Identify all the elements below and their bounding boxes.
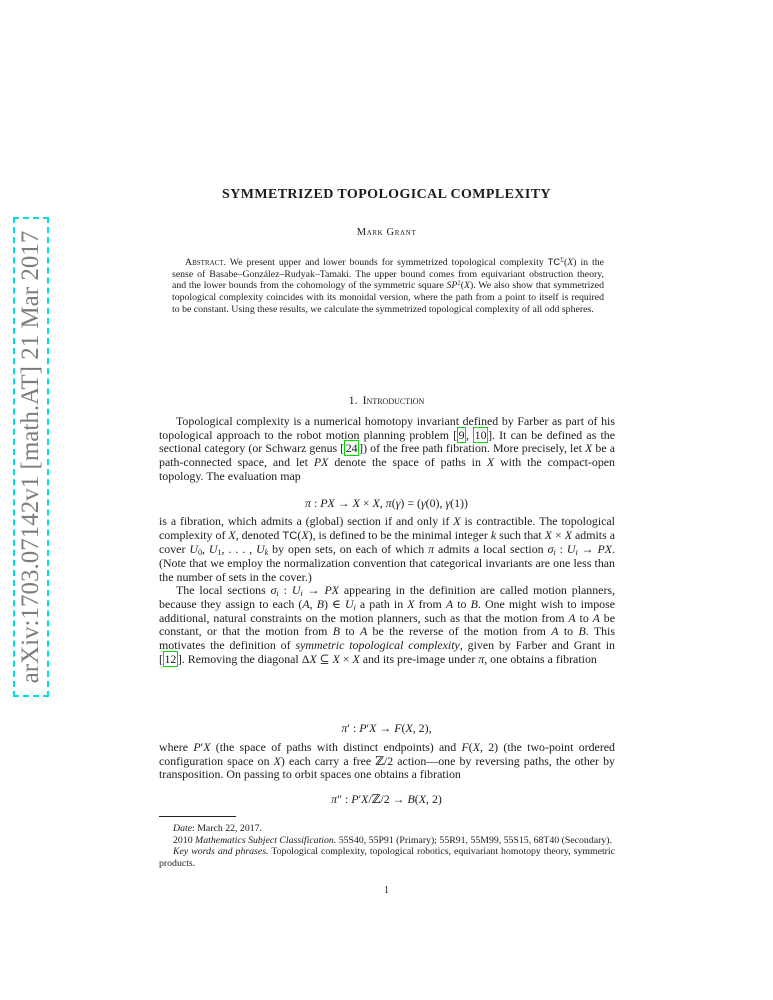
text-run: to: [575, 610, 593, 625]
text-run: U: [189, 542, 198, 557]
text-run: ″ :: [337, 792, 352, 806]
text-run: σ: [547, 542, 554, 557]
text-run: U: [566, 542, 576, 557]
text-run: admits a cover: [159, 527, 615, 557]
text-run: i: [353, 602, 356, 612]
text-run: →: [334, 496, 353, 510]
text-run: (the space of paths with distinct endpoints) and: [210, 740, 462, 754]
text-run: ,: [466, 427, 474, 442]
text-run: X: [372, 496, 380, 510]
text-run: PX: [597, 542, 612, 557]
text-run: X: [352, 496, 360, 510]
text-run: π: [428, 542, 435, 557]
citation-link[interactable]: 24: [345, 441, 358, 456]
paper-title: SYMMETRIZED TOPOLOGICAL COMPLEXITY: [222, 187, 551, 202]
text-run: π: [305, 496, 311, 510]
text-run: ]. Removing the diagonal Δ: [177, 651, 310, 666]
text-run: Mathematics Subject Classification.: [195, 834, 337, 846]
text-run: ]) of the free path fibration. More precisely, let: [359, 441, 586, 456]
text-run: : March 22, 2017.: [192, 823, 262, 834]
text-run: Key words and phrases.: [173, 846, 269, 858]
text-run: γ: [445, 496, 451, 510]
text-run: be a path-connected space, and let: [159, 441, 615, 469]
text-run: such that: [496, 527, 545, 542]
text-run: ) in the sense of Basabe–González–Rudyak–Tamaki. The upper bound comes from equivariant obstruction theory, and the lower bounds from the cohomology of the symmetric square: [172, 257, 604, 292]
text-run: i: [553, 548, 556, 558]
text-run: ′: [200, 740, 204, 754]
text-run: (: [563, 257, 568, 268]
citation-link[interactable]: 9: [458, 427, 465, 442]
text-run: π: [341, 721, 348, 735]
text-run: is contractible. The topological complexity of: [159, 514, 615, 542]
text-run: (: [391, 496, 396, 510]
text-run: F: [394, 721, 402, 735]
text-run: a path in: [355, 596, 408, 611]
text-run: TC: [547, 257, 561, 267]
text-run: B: [332, 624, 340, 639]
text-run: A: [302, 596, 310, 611]
text-run: X: [585, 441, 593, 456]
text-run: i: [300, 589, 303, 599]
text-run: 2: [457, 279, 461, 287]
text-run: by open sets, on each of which: [268, 542, 429, 557]
paragraph-intro-4: [159, 741, 615, 782]
text-run: (: [297, 527, 302, 542]
text-run: X: [273, 753, 281, 768]
text-run: X: [463, 280, 470, 292]
text-run: ×: [339, 651, 353, 666]
text-run: X: [352, 651, 360, 666]
text-run: →: [302, 583, 325, 598]
text-run: from: [414, 596, 446, 611]
text-run: The local sections: [176, 583, 271, 598]
text-run: , given by Farber and Grant in [: [159, 637, 615, 666]
text-run: ), is defined to be the minimal integer: [308, 527, 491, 542]
text-run: 55S40, 55P91 (Primary); 55R91, 55M99, 55S15, 68T40 (Secondary).: [336, 834, 612, 846]
text-run: P: [351, 792, 359, 806]
text-run: π: [385, 496, 392, 510]
text-run: X: [567, 257, 574, 268]
text-run: 1: [217, 548, 222, 558]
text-run: →: [376, 721, 395, 735]
text-run: :: [278, 583, 292, 598]
text-run: π: [331, 792, 338, 806]
text-run: ) each carry a free ℤ/2 action—one by reversing paths, the other by transposition. On passing to orbit spaces one obtains a fibration: [159, 753, 615, 782]
text-run: , 2): [426, 792, 442, 806]
paragraph-block: [159, 515, 615, 666]
text-run: B: [407, 792, 415, 806]
section-title: Introduction: [362, 393, 425, 407]
text-run: to: [558, 624, 579, 639]
text-run: 2010: [173, 834, 196, 846]
citation-link[interactable]: 10: [474, 427, 487, 442]
text-run: Σ: [560, 256, 564, 264]
text-run: ′ :: [347, 721, 360, 735]
text-run: with the compact-open topology. The evaluation map: [159, 454, 615, 483]
text-run: A: [551, 624, 559, 639]
text-run: k: [490, 527, 497, 542]
text-run: Abstract.: [185, 257, 227, 268]
text-run: , 2),: [412, 721, 432, 735]
text-run: ×: [552, 527, 565, 542]
text-run: TC: [282, 529, 298, 542]
text-run: (: [414, 792, 419, 806]
text-run: U: [291, 583, 301, 598]
citation-link[interactable]: 12: [164, 651, 177, 666]
text-run: ⊆: [316, 651, 333, 666]
text-run: , . . . ,: [221, 542, 257, 557]
text-run: :: [310, 496, 321, 510]
arxiv-stamp-link[interactable]: arXiv:1703.07142v1 [math.AT] 21 Mar 2017: [13, 217, 49, 697]
text-run: U: [256, 542, 265, 557]
text-run: , denoted: [235, 527, 283, 542]
text-run: i: [276, 589, 279, 599]
text-run: Topological complexity, topological robotics, equivariant homotopy theory, symmetric products.: [159, 846, 615, 869]
section-number: 1.: [348, 393, 358, 407]
text-run: . One might wish to impose additional, natural constraints on the motion planners, such as that the motion from: [159, 596, 615, 625]
text-run: U: [208, 542, 218, 557]
text-run: X: [361, 792, 369, 806]
text-run: X: [405, 721, 413, 735]
text-run: where: [159, 740, 194, 754]
text-run: →: [577, 542, 598, 557]
equation-fibration-prime: [0, 721, 773, 736]
text-run: ,: [309, 596, 317, 611]
text-run: PX: [320, 496, 335, 510]
text-run: PX: [313, 454, 329, 469]
footnote-block: [159, 823, 615, 869]
text-run: X: [301, 527, 309, 542]
text-run: X: [472, 740, 480, 754]
text-run: P: [359, 721, 367, 735]
text-run: A: [568, 610, 576, 625]
text-run: Topological complexity is a numerical homotopy invariant defined by Farber as part of his topological approach to the robot motion planning problem [: [159, 414, 615, 442]
text-run: A: [445, 596, 454, 611]
text-run: , 2) (the two-point ordered configuration space on: [159, 740, 615, 768]
text-run: . (Note that we employ the normalization convention that categorical invariants are one less than the number of sets in the cover.): [159, 542, 615, 584]
text-run: ,: [201, 542, 209, 557]
text-run: and its pre-image under: [359, 651, 479, 666]
text-run: X: [369, 721, 377, 735]
text-run: PX: [324, 583, 339, 598]
text-run: X: [564, 527, 572, 542]
footnote-keywords: [159, 846, 615, 869]
text-run: (0),: [425, 496, 446, 510]
text-run: admits a local section: [434, 542, 548, 557]
page-number: 1: [384, 885, 389, 896]
paragraph-intro-3: [159, 584, 615, 666]
paragraph-intro-2: [159, 515, 615, 584]
text-run: We present upper and lower bounds for symmetrized topological complexity: [226, 257, 548, 268]
text-run: γ: [420, 496, 426, 510]
text-run: X: [544, 527, 552, 542]
text-run: ′: [366, 721, 370, 735]
text-run: ). We also show that symmetrized topological complexity coincides with its monoidal version, where the path from a point to itself is required to be constant. Using these results, we calculate the symmetrized topological complexity of all odd spheres.: [172, 280, 604, 315]
text-run: appearing in the definition are called motion planners, because they assign to each (: [159, 583, 615, 611]
footnote-msc: [159, 835, 615, 847]
text-run: ) ∈: [323, 596, 345, 611]
text-run: B: [316, 596, 324, 611]
text-run: X: [407, 596, 415, 611]
text-run: symmetric topological complexity: [295, 637, 460, 652]
text-run: Date: [173, 823, 193, 834]
text-run: B: [578, 624, 586, 639]
footnote-date: [159, 823, 615, 835]
text-run: , one obtains a fibration: [484, 651, 597, 666]
text-run: ×: [359, 496, 373, 510]
text-run: B: [470, 596, 478, 611]
text-run: A: [359, 624, 368, 639]
text-run: X: [309, 651, 317, 666]
text-run: k: [264, 548, 269, 558]
text-run: γ: [395, 496, 401, 510]
text-run: X: [418, 792, 427, 806]
text-run: π: [478, 651, 485, 666]
text-run: ′: [358, 792, 362, 806]
text-run: . This motivates the definition of: [159, 624, 615, 652]
text-run: 0: [197, 548, 202, 558]
text-run: (: [468, 740, 473, 754]
equation-evaluation-map: [0, 496, 773, 511]
paragraph-intro-1: [159, 415, 615, 483]
text-run: /ℤ/2 →: [368, 792, 408, 806]
text-run: P: [193, 740, 201, 754]
text-run: (: [401, 721, 406, 735]
text-run: X: [203, 740, 211, 754]
text-run: X: [453, 514, 461, 528]
text-run: X: [486, 454, 495, 469]
text-run: A: [592, 610, 600, 625]
equation-fibration-double-prime: [0, 792, 773, 807]
text-run: (: [460, 280, 464, 292]
text-run: ) = (: [400, 496, 421, 510]
text-run: ,: [379, 496, 383, 510]
text-run: be constant, or that the motion from: [159, 610, 615, 639]
abstract-text: [172, 257, 604, 315]
text-run: X: [228, 527, 236, 542]
text-run: F: [461, 740, 469, 754]
text-run: denote the space of paths in: [328, 454, 487, 469]
text-run: i: [575, 548, 578, 558]
text-run: X: [332, 651, 340, 666]
text-run: SP: [446, 280, 458, 292]
text-run: to: [453, 596, 471, 611]
footnote-rule: [159, 816, 236, 817]
text-run: ]. It can be defined as the sectional category (or Schwarz genus [: [159, 427, 615, 456]
paper-author: Mark Grant: [356, 227, 417, 238]
text-run: :: [555, 542, 567, 557]
text-run: be the reverse of the motion from: [367, 624, 552, 639]
text-run: (1)): [450, 496, 468, 510]
text-run: is a fibration, which admits a (global) section if and only if: [159, 514, 454, 528]
text-run: σ: [270, 583, 277, 598]
section-heading: [0, 393, 773, 408]
text-run: U: [344, 596, 354, 611]
text-run: to: [340, 624, 360, 639]
